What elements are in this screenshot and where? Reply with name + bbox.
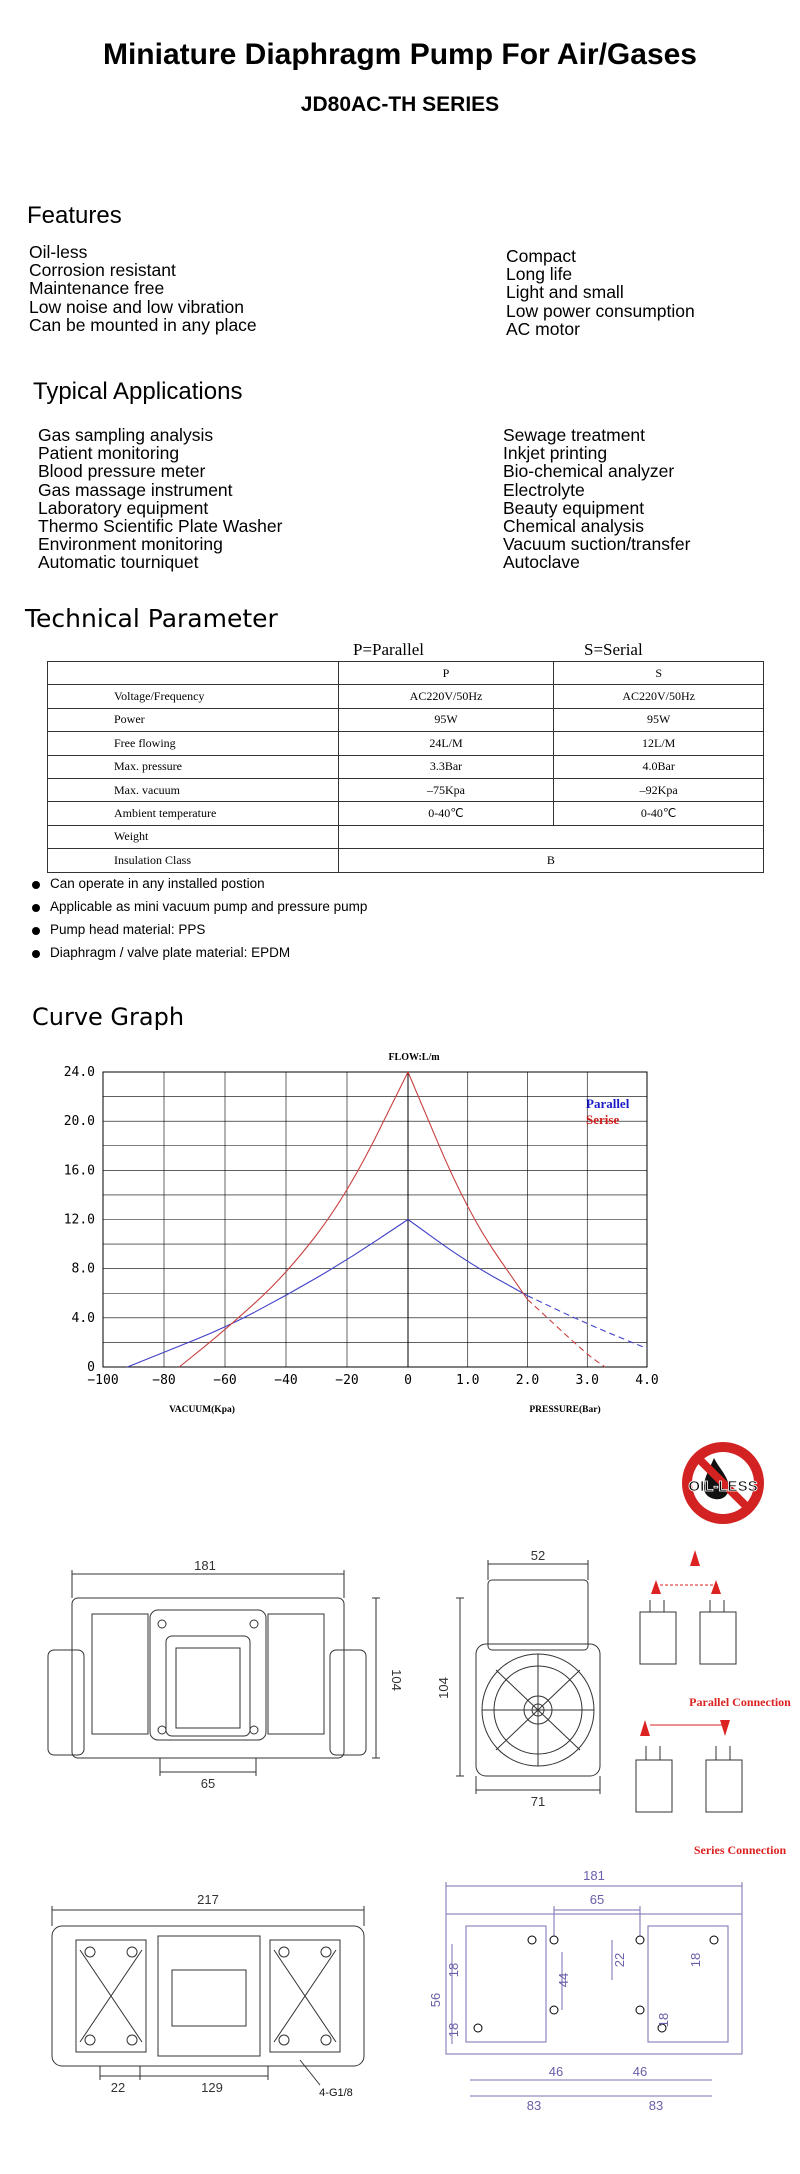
p-value: –75Kpa — [338, 778, 554, 801]
curve-serise-pressure-dashed — [528, 1299, 606, 1367]
x-tick-label: −20 — [335, 1373, 359, 1388]
features-list-right — [506, 247, 695, 338]
table-row — [48, 802, 764, 825]
list-item: Blood pressure meter — [38, 461, 206, 482]
x-tick-label: −80 — [152, 1373, 176, 1388]
features-heading: Features — [27, 202, 122, 229]
list-item: Bio-chemical analyzer — [503, 461, 675, 482]
badge-text: OIL-LESS — [688, 1478, 758, 1495]
dim-holes-left-height: 56 — [428, 1992, 443, 2008]
table-row — [48, 662, 764, 685]
list-item: Oil-less — [29, 242, 88, 262]
list-item: Inkjet printing — [503, 443, 608, 464]
series-connection-label: Series Connection — [693, 1843, 787, 1857]
dim-front-height: 104 — [389, 1669, 404, 1691]
dim-side-width: 52 — [530, 1548, 546, 1563]
technical-heading: Technical Parameter — [25, 604, 278, 633]
x-axis-label-pressure: PRESSURE(Bar) — [529, 1405, 601, 1415]
dim-bottom-span: 129 — [201, 2080, 223, 2095]
p-value: 95W — [338, 708, 554, 731]
dim-front-width: 181 — [194, 1558, 216, 1573]
bullet-icon — [32, 950, 40, 958]
x-tick-label: 4.0 — [635, 1373, 659, 1388]
dim-holes-18d: 18 — [688, 1952, 703, 1968]
features-list-left — [29, 243, 257, 334]
x-tick-label: −40 — [274, 1373, 298, 1388]
dim-holes-83b: 83 — [648, 2098, 664, 2113]
list-item: Light and small — [506, 282, 624, 303]
dim-side-base: 71 — [530, 1794, 546, 1809]
front-view-drawing — [48, 1570, 380, 1776]
dim-holes-18b: 18 — [446, 2022, 461, 2038]
insulation-value: B — [338, 849, 763, 872]
dim-bottom-left: 22 — [110, 2080, 126, 2095]
y-tick-label: 0 — [87, 1360, 95, 1375]
s-value: 4.0Bar — [554, 755, 764, 778]
notes-list — [32, 876, 367, 968]
curve-heading: Curve Graph — [32, 1003, 185, 1031]
dimension-drawings — [0, 1540, 800, 2140]
list-item: Maintenance free — [29, 278, 165, 299]
flow-curve-chart — [0, 1040, 800, 1420]
chart-title: FLOW:L/m — [388, 1052, 440, 1063]
dim-front-mount: 65 — [200, 1776, 216, 1791]
table-row — [48, 708, 764, 731]
parallel-connection-diagram — [640, 1550, 736, 1664]
list-item: Compact — [506, 246, 577, 266]
parallel-label: P=Parallel — [353, 640, 424, 659]
y-tick-label: 16.0 — [63, 1163, 95, 1179]
p-value: 0-40℃ — [338, 802, 554, 825]
dim-holes-46b: 46 — [632, 2064, 648, 2079]
table-row — [48, 685, 764, 708]
legend-serise: Serise — [586, 1112, 620, 1127]
x-tick-label: −100 — [87, 1373, 119, 1388]
list-item: Electrolyte — [503, 479, 585, 500]
list-item: Gas sampling analysis — [38, 425, 214, 445]
series-connection-diagram — [636, 1720, 742, 1812]
oil-less-badge — [678, 1438, 768, 1528]
list-item: Environment monitoring — [38, 534, 223, 555]
x-tick-label: 1.0 — [456, 1373, 480, 1388]
table-row — [48, 849, 764, 872]
list-item: Long life — [506, 264, 573, 285]
list-item: Laboratory equipment — [38, 497, 209, 518]
legend-parallel: Parallel — [586, 1096, 630, 1111]
list-item: Thermo Scientific Plate Washer — [38, 516, 283, 537]
row-label: Power — [48, 708, 339, 731]
dim-bottom-length: 217 — [197, 1892, 219, 1907]
row-label: Voltage/Frequency — [48, 685, 339, 708]
x-tick-label: 3.0 — [575, 1373, 599, 1388]
s-value: AC220V/50Hz — [554, 685, 764, 708]
row-label: Max. pressure — [48, 755, 339, 778]
applications-list-left — [38, 426, 282, 572]
chart-grid — [103, 1072, 647, 1367]
y-tick-label: 20.0 — [63, 1114, 95, 1130]
row-label: Weight — [48, 825, 339, 848]
list-item: AC motor — [506, 318, 580, 339]
applications-list-right — [503, 426, 690, 572]
list-item: Vacuum suction/transfer — [503, 534, 691, 555]
dim-holes-46a: 46 — [548, 2064, 564, 2079]
bullet-icon — [32, 881, 40, 889]
y-tick-label: 12.0 — [63, 1212, 95, 1228]
serial-label: S=Serial — [584, 640, 643, 659]
mounting-holes — [474, 1936, 718, 2032]
table-row — [48, 778, 764, 801]
list-item: Chemical analysis — [503, 516, 645, 537]
row-label: Insulation Class — [48, 849, 339, 872]
dim-holes-18c: 18 — [656, 2012, 671, 2028]
note-text: Pump head material: PPS — [50, 922, 206, 937]
y-tick-label: 8.0 — [71, 1261, 95, 1277]
dim-holes-83a: 83 — [526, 2098, 542, 2113]
dim-holes-22: 22 — [612, 1952, 627, 1968]
note-text: Diaphragm / valve plate material: EPDM — [50, 945, 291, 960]
note-item — [32, 945, 367, 968]
y-tick-label: 4.0 — [71, 1310, 95, 1326]
x-axis-label-vacuum: VACUUM(Kpa) — [169, 1405, 235, 1415]
note-item — [32, 899, 367, 922]
mounting-hole-drawing — [446, 1882, 742, 2096]
table-row — [48, 755, 764, 778]
p-value: 3.3Bar — [338, 755, 554, 778]
x-tick-label: 0 — [404, 1373, 412, 1388]
list-item: Sewage treatment — [503, 425, 646, 445]
list-item: Can be mounted in any place — [29, 314, 257, 335]
note-text: Applicable as mini vacuum pump and pressure pump — [50, 899, 368, 914]
row-label: Ambient temperature — [48, 802, 339, 825]
note-item — [32, 876, 367, 899]
s-value: 12L/M — [554, 732, 764, 755]
column-header-s: S — [554, 662, 764, 685]
bullet-icon — [32, 927, 40, 935]
list-item: Automatic tourniquet — [38, 552, 199, 573]
dim-holes-inner: 65 — [589, 1892, 605, 1907]
page-title: Miniature Diaphragm Pump For Air/Gases — [102, 38, 697, 71]
dim-holes-44: 44 — [556, 1972, 571, 1988]
table-cell — [48, 662, 339, 685]
list-item: Gas massage instrument — [38, 479, 233, 500]
column-header-p: P — [338, 662, 554, 685]
applications-heading: Typical Applications — [33, 378, 243, 405]
dim-side-height: 104 — [436, 1677, 451, 1699]
bullet-icon — [32, 904, 40, 912]
table-row — [48, 825, 764, 848]
p-value: AC220V/50Hz — [338, 685, 554, 708]
y-tick-label: 24.0 — [63, 1065, 95, 1080]
side-view-drawing — [456, 1560, 600, 1794]
s-value: 95W — [554, 708, 764, 731]
bottom-view-drawing — [52, 1906, 364, 2085]
list-item: Autoclave — [503, 552, 580, 573]
table-row — [48, 732, 764, 755]
list-item: Low noise and low vibration — [29, 296, 244, 317]
list-item: Beauty equipment — [503, 497, 645, 518]
list-item: Corrosion resistant — [29, 260, 176, 281]
s-value: –92Kpa — [554, 778, 764, 801]
note-text: Can operate in any installed postion — [50, 876, 265, 891]
s-value: 0-40℃ — [554, 802, 764, 825]
row-label: Free flowing — [48, 732, 339, 755]
port-label: 4-G1/8 — [319, 2087, 353, 2099]
list-item: Patient monitoring — [38, 443, 180, 464]
x-tick-label: −60 — [213, 1373, 237, 1388]
row-label: Max. vacuum — [48, 778, 339, 801]
x-tick-label: 2.0 — [515, 1373, 540, 1388]
series-subtitle: JD80AC-TH SERIES — [300, 93, 500, 116]
weight-value — [338, 825, 763, 848]
p-value: 24L/M — [338, 732, 554, 755]
parameter-table — [47, 661, 764, 873]
list-item: Low power consumption — [506, 300, 695, 321]
note-item — [32, 922, 367, 945]
parallel-connection-label: Parallel Connection — [689, 1695, 791, 1709]
dim-holes-18a: 18 — [446, 1962, 461, 1978]
dim-holes-total: 181 — [583, 1868, 605, 1883]
chart-ticks — [64, 1065, 659, 1388]
